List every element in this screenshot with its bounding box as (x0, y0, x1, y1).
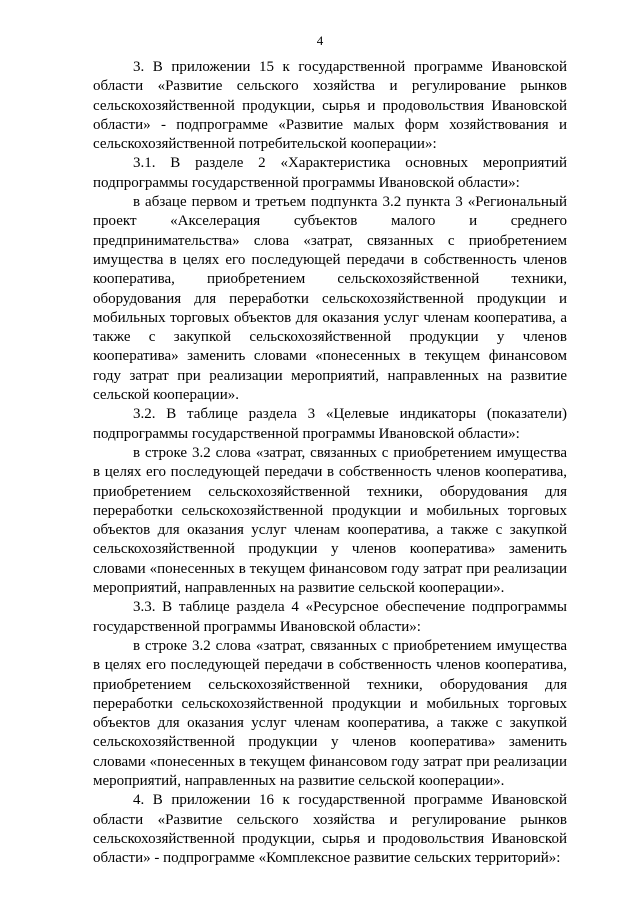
paragraph-subitem-3-3: 3.3. В таблице раздела 4 «Ресурсное обеспечение подпрограммы государственной программы Ивановской области»: (93, 599, 567, 635)
paragraph-text: в абзаце первом и третьем подпункта 3.2 пункта 3 «Региональный проект «Акселерация субъектов малого и среднего предпринимательства» слова «затрат, связанных с приобретением имущества в целях его последующей передачи в собственность членов кооператива, приобретением сельскохозяйственной техники, оборудования для переработки сельскохозяйственной продукции и мобильных торговых объектов для оказания услуг членам кооператива, а также с закупкой сельскохозяйственной продукции у членов кооператива» заменить словами «понесенных в текущем финансовом году затрат при реализации мероприятий, направленных на развитие сельской кооперации». (93, 194, 567, 404)
paragraph-subitem-3-2: 3.2. В таблице раздела 3 «Целевые индикаторы (показатели) подпрограммы государственной программы Ивановской области»: (93, 406, 567, 442)
paragraph-item-3: 3. В приложении 15 к государственной программе Ивановской области «Развитие сельского хозяйства и регулирование рынков сельскохозяйственной продукции, сырья и продовольствия Ивановской области» - подпрограмме «Развитие малых форм хозяйствования и сельскохозяйственной потребительской кооперации»: (93, 59, 567, 153)
page-number: 4 (316, 33, 324, 48)
document-body (93, 58, 567, 868)
paragraph-text: в строке 3.2 слова «затрат, связанных с приобретением имущества в целях его последующей передачи в собственность членов кооператива, приобретением сельскохозяйственной техники, оборудования для переработки сельскохозяйственной продукции и мобильных торговых объектов для оказания услуг членам кооператива, а также с закупкой сельскохозяйственной продукции у членов кооператива» заменить словами «понесенных в текущем финансовом году затрат при реализации мероприятий, направленных на развитие сельской кооперации». (93, 637, 567, 789)
paragraph-item-4: 4. В приложении 16 к государственной программе Ивановской области «Развитие сельского хозяйства и регулирование рынков сельскохозяйственной продукции, сырья и продовольствия Ивановской области» - подпрограмме «Комплексное развитие сельских территорий»: (93, 792, 567, 867)
paragraph-subitem-3-1: 3.1. В разделе 2 «Характеристика основных мероприятий подпрограммы государственной программы Ивановской области»: (93, 155, 567, 191)
paragraph-text: в строке 3.2 слова «затрат, связанных с приобретением имущества в целях его последующей передачи в собственность членов кооператива, приобретением сельскохозяйственной техники, оборудования для переработки сельскохозяйственной продукции и мобильных торговых объектов для оказания услуг членам кооператива, а также с закупкой сельскохозяйственной продукции у членов кооператива» заменить словами «понесенных в текущем финансовом году затрат при реализации мероприятий, направленных на развитие сельской кооперации». (93, 444, 567, 597)
